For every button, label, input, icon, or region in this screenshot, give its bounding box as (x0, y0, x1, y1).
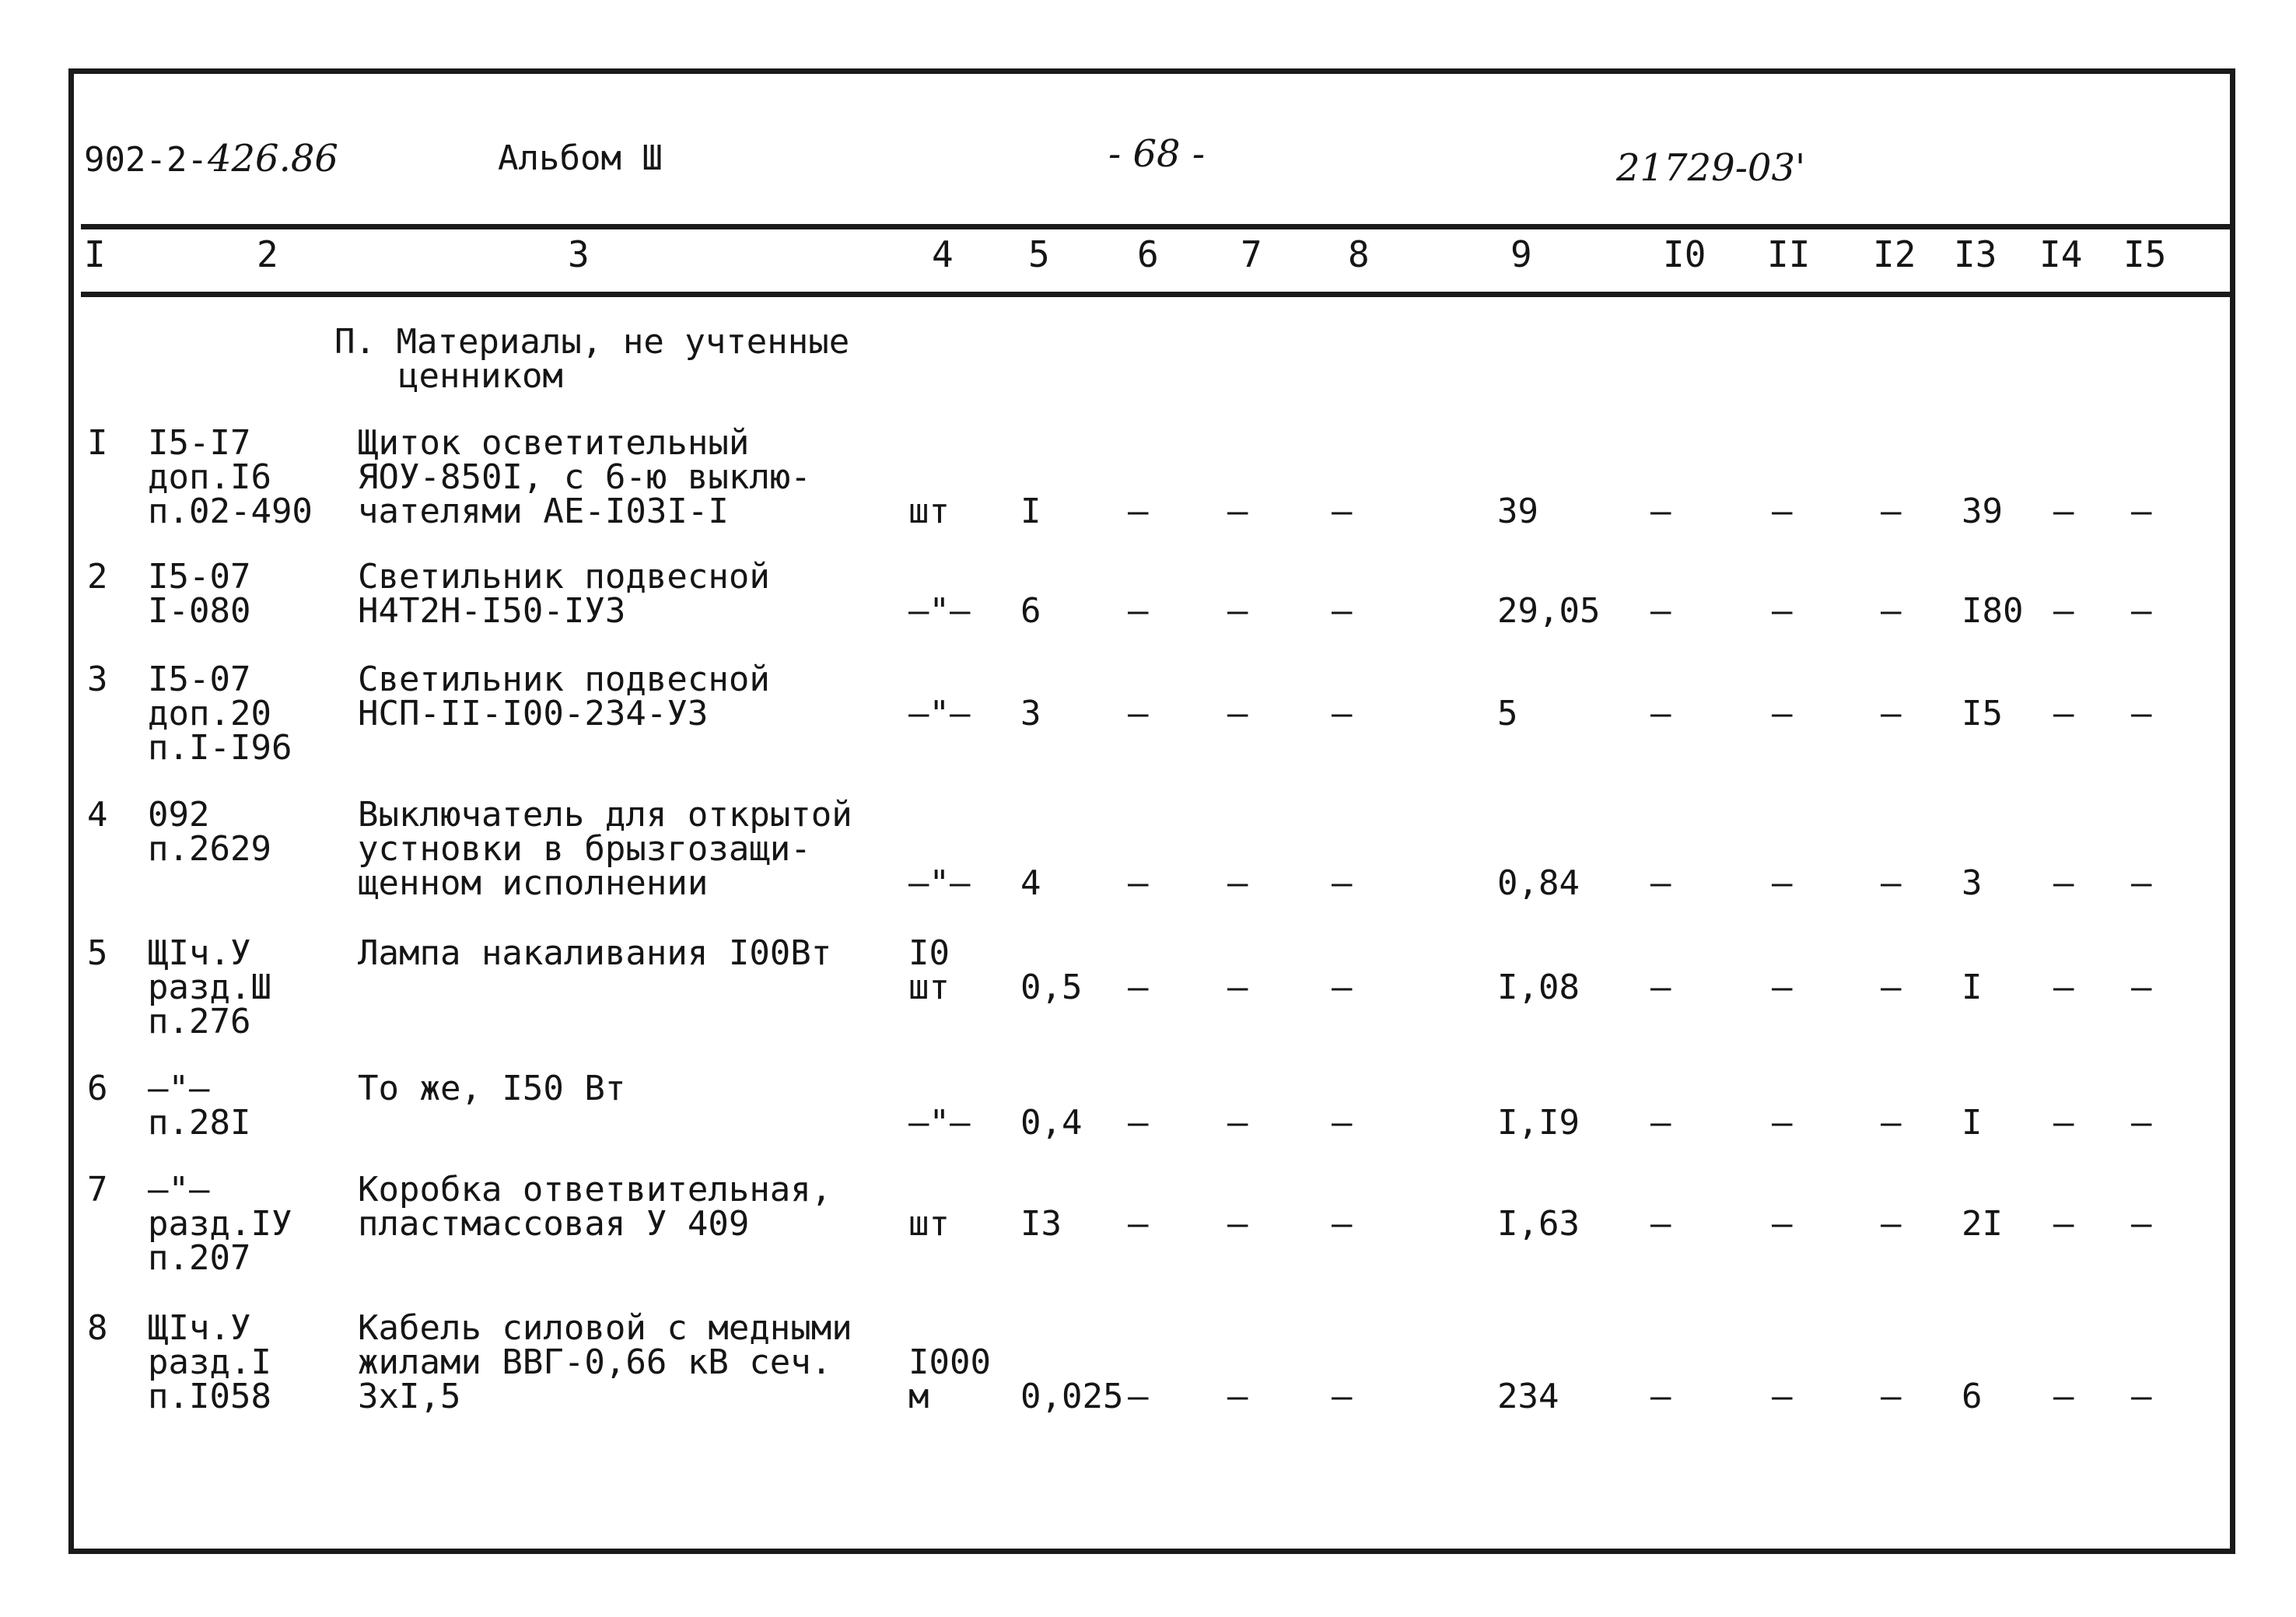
value-cell-c10: – (1650, 1103, 1671, 1143)
value-cell-c15: – (2131, 968, 2152, 1007)
row-number: 2 (87, 557, 108, 597)
price-code-line: 092 (148, 795, 210, 835)
price-code-line: п.I-I96 (148, 728, 292, 768)
value-cell-c6: – (1128, 591, 1149, 631)
value-cell-c7: – (1227, 863, 1248, 903)
value-cell-c6: – (1128, 492, 1149, 531)
column-number-10: I0 (1663, 233, 1706, 275)
value-cell-c7: – (1227, 1377, 1248, 1416)
item-name-line: Выключатель для открытой (358, 795, 852, 835)
unit-line: –"– (908, 1103, 971, 1143)
item-name-line: Кабель силовой с медными (358, 1308, 852, 1348)
value-cell-c15: – (2131, 591, 2152, 631)
value-cell-c8: – (1332, 591, 1353, 631)
value-cell-c10: – (1650, 492, 1671, 531)
item-name-line: Лампа накаливания I00Вт (358, 933, 832, 973)
item-name-line: Н4Т2Н-I50-IУЗ (358, 591, 626, 631)
item-name-line: ЯОУ-850I, с 6-ю выклю- (358, 457, 811, 497)
value-cell-c11: – (1772, 694, 1793, 733)
value-cell-c14: – (2053, 1103, 2074, 1143)
value-cell-c9: 5 (1497, 694, 1518, 733)
item-name-line: Светильник подвесной (358, 660, 770, 699)
value-cell-c12: – (1881, 1103, 1902, 1143)
value-cell-c6: – (1128, 863, 1149, 903)
value-cell-c8: – (1332, 968, 1353, 1007)
value-cell-c11: – (1772, 1377, 1793, 1416)
row-number: 4 (87, 795, 108, 835)
unit-line: –"– (908, 591, 971, 631)
quantity-cell: 3 (1020, 694, 1041, 733)
value-cell-c12: – (1881, 968, 1902, 1007)
value-cell-c6: – (1128, 1103, 1149, 1143)
price-code-line: –"– (148, 1069, 210, 1108)
item-name-line: щенном исполнении (358, 863, 709, 903)
column-number-2: 2 (257, 233, 278, 275)
quantity-cell: 0,025 (1020, 1377, 1124, 1416)
row-number: 7 (87, 1170, 108, 1209)
value-cell-c7: – (1227, 1103, 1248, 1143)
value-cell-c12: – (1881, 492, 1902, 531)
value-cell-c15: – (2131, 1377, 2152, 1416)
unit-line: I0 (908, 933, 950, 973)
value-cell-c12: – (1881, 694, 1902, 733)
item-name-line: устновки в брызгозащи- (358, 829, 811, 869)
unit-line: –"– (908, 694, 971, 733)
item-name-line: жилами ВВГ-0,66 кВ сеч. (358, 1342, 832, 1382)
value-cell-c7: – (1227, 591, 1248, 631)
column-number-12: I2 (1873, 233, 1916, 275)
value-cell-c7: – (1227, 1204, 1248, 1244)
value-cell-c14: – (2053, 863, 2074, 903)
value-cell-c6: – (1128, 1377, 1149, 1416)
price-code-line: доп.20 (148, 694, 271, 733)
item-name-line: НСП-II-I00-234-УЗ (358, 694, 709, 733)
quantity-cell: 6 (1020, 591, 1041, 631)
value-cell-c15: – (2131, 492, 2152, 531)
value-cell-c13: 39 (1962, 492, 2003, 531)
page-number: - 68 - (1108, 132, 1206, 176)
price-code-line: п.02-490 (148, 492, 313, 531)
column-number-11: II (1767, 233, 1811, 275)
value-cell-c9: I,08 (1497, 968, 1580, 1007)
value-cell-c12: – (1881, 1377, 1902, 1416)
quantity-cell: 0,5 (1020, 968, 1083, 1007)
value-cell-c9: 234 (1497, 1377, 1559, 1416)
value-cell-c15: – (2131, 863, 2152, 903)
value-cell-c12: – (1881, 863, 1902, 903)
item-name-line: 3хI,5 (358, 1377, 461, 1416)
value-cell-c9: 39 (1497, 492, 1538, 531)
unit-line: –"– (908, 863, 971, 903)
value-cell-c10: – (1650, 968, 1671, 1007)
value-cell-c12: – (1881, 1204, 1902, 1244)
section-title-line-1: П. Материалы, не учтенные (334, 322, 850, 362)
unit-line: шт (908, 968, 950, 1007)
value-cell-c10: – (1650, 694, 1671, 733)
doc-number-printed: 902-2- (84, 140, 208, 180)
value-cell-c14: – (2053, 1377, 2074, 1416)
value-cell-c11: – (1772, 591, 1793, 631)
value-cell-c10: – (1650, 1377, 1671, 1416)
doc-number-handwritten: 426.86 (207, 137, 338, 180)
row-number: 3 (87, 660, 108, 699)
value-cell-c13: I5 (1962, 694, 2003, 733)
value-cell-c11: – (1772, 968, 1793, 1007)
column-number-15: I5 (2123, 233, 2167, 275)
price-code-line: п.276 (148, 1002, 251, 1041)
column-number-7: 7 (1241, 233, 1262, 275)
quantity-cell: I (1020, 492, 1041, 531)
value-cell-c8: – (1332, 492, 1353, 531)
value-cell-c10: – (1650, 863, 1671, 903)
price-code-line: I5-07 (148, 557, 251, 597)
value-cell-c8: – (1332, 1377, 1353, 1416)
quantity-cell: I3 (1020, 1204, 1062, 1244)
value-cell-c13: 3 (1962, 863, 1983, 903)
price-code-line: п.207 (148, 1238, 251, 1278)
quantity-cell: 0,4 (1020, 1103, 1083, 1143)
column-number-6: 6 (1137, 233, 1159, 275)
value-cell-c9: I,I9 (1497, 1103, 1580, 1143)
doc-number (84, 137, 338, 180)
unit-line: шт (908, 1204, 950, 1244)
column-number-14: I4 (2039, 233, 2083, 275)
value-cell-c12: – (1881, 591, 1902, 631)
value-cell-c11: – (1772, 1204, 1793, 1244)
album-label: Альбом Ш (498, 138, 663, 178)
item-name-line: Светильник подвесной (358, 557, 770, 597)
value-cell-c14: – (2053, 591, 2074, 631)
column-number-13: I3 (1954, 233, 1997, 275)
column-number-5: 5 (1028, 233, 1050, 275)
value-cell-c8: – (1332, 863, 1353, 903)
unit-line: м (908, 1377, 929, 1416)
project-code: 21729-03' (1616, 146, 1806, 190)
price-code-line: п.2629 (148, 829, 271, 869)
value-cell-c11: – (1772, 863, 1793, 903)
item-name-line: чателями АЕ-I03I-I (358, 492, 729, 531)
value-cell-c15: – (2131, 1204, 2152, 1244)
header-rule-top (81, 224, 2231, 229)
row-number: I (87, 423, 108, 463)
price-code-line: –"– (148, 1170, 210, 1209)
value-cell-c14: – (2053, 1204, 2074, 1244)
value-cell-c8: – (1332, 1103, 1353, 1143)
value-cell-c14: – (2053, 694, 2074, 733)
value-cell-c15: – (2131, 1103, 2152, 1143)
value-cell-c7: – (1227, 968, 1248, 1007)
item-name-line: пластмассовая У 409 (358, 1204, 750, 1244)
section-title (334, 322, 850, 396)
price-code-line: I5-07 (148, 660, 251, 699)
column-number-9: 9 (1510, 233, 1532, 275)
value-cell-c10: – (1650, 1204, 1671, 1244)
value-cell-c13: I80 (1962, 591, 2024, 631)
value-cell-c6: – (1128, 968, 1149, 1007)
item-name-line: То же, I50 Вт (358, 1069, 626, 1108)
row-number: 8 (87, 1308, 108, 1348)
price-code-line: разд.I (148, 1342, 271, 1382)
section-title-line-2: ценником (398, 356, 563, 396)
value-cell-c6: – (1128, 694, 1149, 733)
value-cell-c15: – (2131, 694, 2152, 733)
price-code-line: разд.Ш (148, 968, 271, 1007)
column-number-8: 8 (1348, 233, 1370, 275)
value-cell-c13: 6 (1962, 1377, 1983, 1416)
column-number-3: 3 (568, 233, 590, 275)
column-number-4: 4 (932, 233, 954, 275)
price-code-line: ЩIч.У (148, 933, 251, 973)
column-number-1: I (84, 233, 106, 275)
value-cell-c7: – (1227, 694, 1248, 733)
price-code-line: разд.IУ (148, 1204, 292, 1244)
value-cell-c6: – (1128, 1204, 1149, 1244)
price-code-line: п.28I (148, 1103, 251, 1143)
price-code-line: ЩIч.У (148, 1308, 251, 1348)
unit-line: I000 (908, 1342, 991, 1382)
value-cell-c13: I (1962, 1103, 1983, 1143)
value-cell-c8: – (1332, 694, 1353, 733)
price-code-line: доп.I6 (148, 457, 271, 497)
value-cell-c8: – (1332, 1204, 1353, 1244)
value-cell-c11: – (1772, 492, 1793, 531)
unit-line: шт (908, 492, 950, 531)
price-code-line: I-080 (148, 591, 251, 631)
value-cell-c11: – (1772, 1103, 1793, 1143)
item-name-line: Коробка ответвительная, (358, 1170, 832, 1209)
price-code-line: п.I058 (148, 1377, 271, 1416)
row-number: 5 (87, 933, 108, 973)
row-number: 6 (87, 1069, 108, 1108)
value-cell-c9: 0,84 (1497, 863, 1580, 903)
item-name-line: Щиток осветительный (358, 423, 750, 463)
value-cell-c10: – (1650, 591, 1671, 631)
value-cell-c9: 29,05 (1497, 591, 1601, 631)
value-cell-c9: I,63 (1497, 1204, 1580, 1244)
header-rule-bottom (81, 292, 2231, 297)
value-cell-c14: – (2053, 492, 2074, 531)
value-cell-c13: 2I (1962, 1204, 2003, 1244)
price-code-line: I5-I7 (148, 423, 251, 463)
value-cell-c7: – (1227, 492, 1248, 531)
value-cell-c13: I (1962, 968, 1983, 1007)
value-cell-c14: – (2053, 968, 2074, 1007)
quantity-cell: 4 (1020, 863, 1041, 903)
